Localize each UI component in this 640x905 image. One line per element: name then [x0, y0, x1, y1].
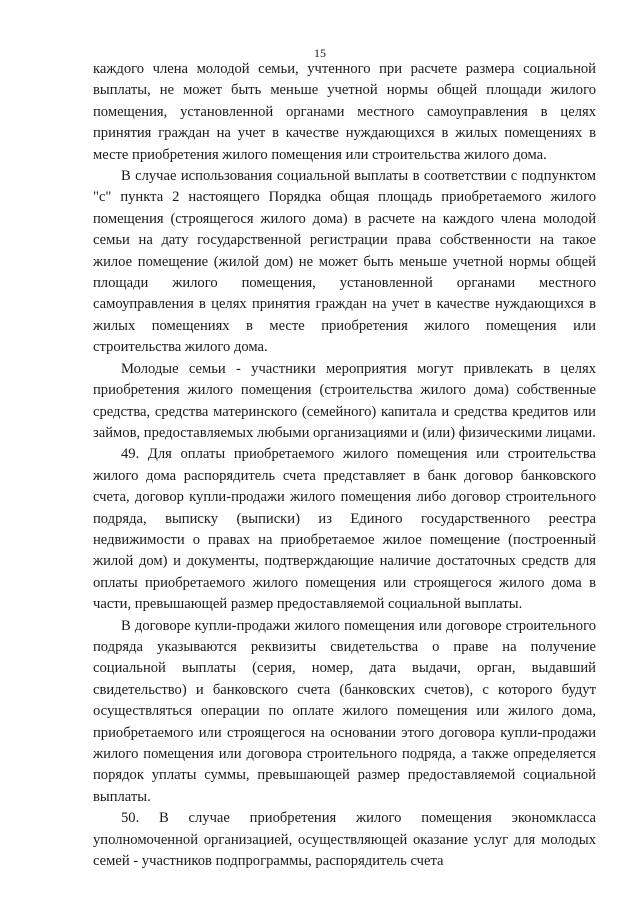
page-number: 15	[314, 46, 326, 60]
paragraph-item-50: 50. В случае приобретения жилого помещения экономкласса уполномоченной организацией, осуществляющей оказание услуг для молодых семей - участников подпрограммы, распорядитель счета	[93, 810, 596, 870]
paragraph-living-area-requirement: В случае использования социальной выплаты в соответствии с подпунктом "с" пункта 2 настоящего Порядка общая площадь приобретаемого жилого помещения (строящегося жилого дома) в расчете на каждого члена молодой семьи на дату государственной регистрации права собственности на такое жилое помещение (жилой дом) не может быть меньше учетной нормы общей площади жилого помещения, установленной органами местного самоуправления в целях принятия граждан на учет в качестве нуждающихся в жилых помещениях в месте приобретения жилого помещения или строительства жилого дома.	[93, 168, 596, 356]
document-body	[93, 59, 596, 872]
paragraph-continuation: каждого члена молодой семьи, учтенного при расчете размера социальной выплаты, не может быть меньше учетной нормы общей площади жилого помещения, установленной органами местного самоуправления в целях принятия граждан на учет в качестве нуждающихся в жилых помещениях в месте приобретения жилого помещения или строительства жилого дома.	[93, 61, 596, 163]
paragraph-own-funds: Молодые семьи - участники мероприятия могут привлекать в целях приобретения жилого помещения (строительства жилого дома) собственные средства, средства материнского (семейного) капитала и средства кредитов или займов, предоставляемых любыми организациями и (или) физическими лицами.	[93, 360, 596, 441]
paragraph-item-49: 49. Для оплаты приобретаемого жилого помещения или строительства жилого дома распорядитель счета представляет в банк договор банковского счета, договор купли-продажи жилого помещения либо договор строительного подряда, выписку (выписки) из Единого государственного реестра недвижимости о правах на приобретаемое жилое помещение (построенный жилой дом) и документы, подтверждающие наличие достаточных средств для оплаты приобретаемого жилого помещения или строящегося жилого дома в части, превышающей размер предоставляемой социальной выплаты.	[93, 446, 596, 613]
paragraph-contract-details: В договоре купли-продажи жилого помещения или договоре строительного подряда указываются реквизиты свидетельства о праве на получение социальной выплаты (серия, номер, дата выдачи, орган, выдавший свидетельство) и банковского счета (банковских счетов), с которого будут осуществляться операции по оплате жилого помещения или жилого дома, приобретаемого или строящегося на основании этого договора купли-продажи жилого помещения или договора строительного подряда, а также определяется порядок уплаты суммы, превышающей размер предоставляемой социальной выплаты.	[93, 617, 596, 805]
